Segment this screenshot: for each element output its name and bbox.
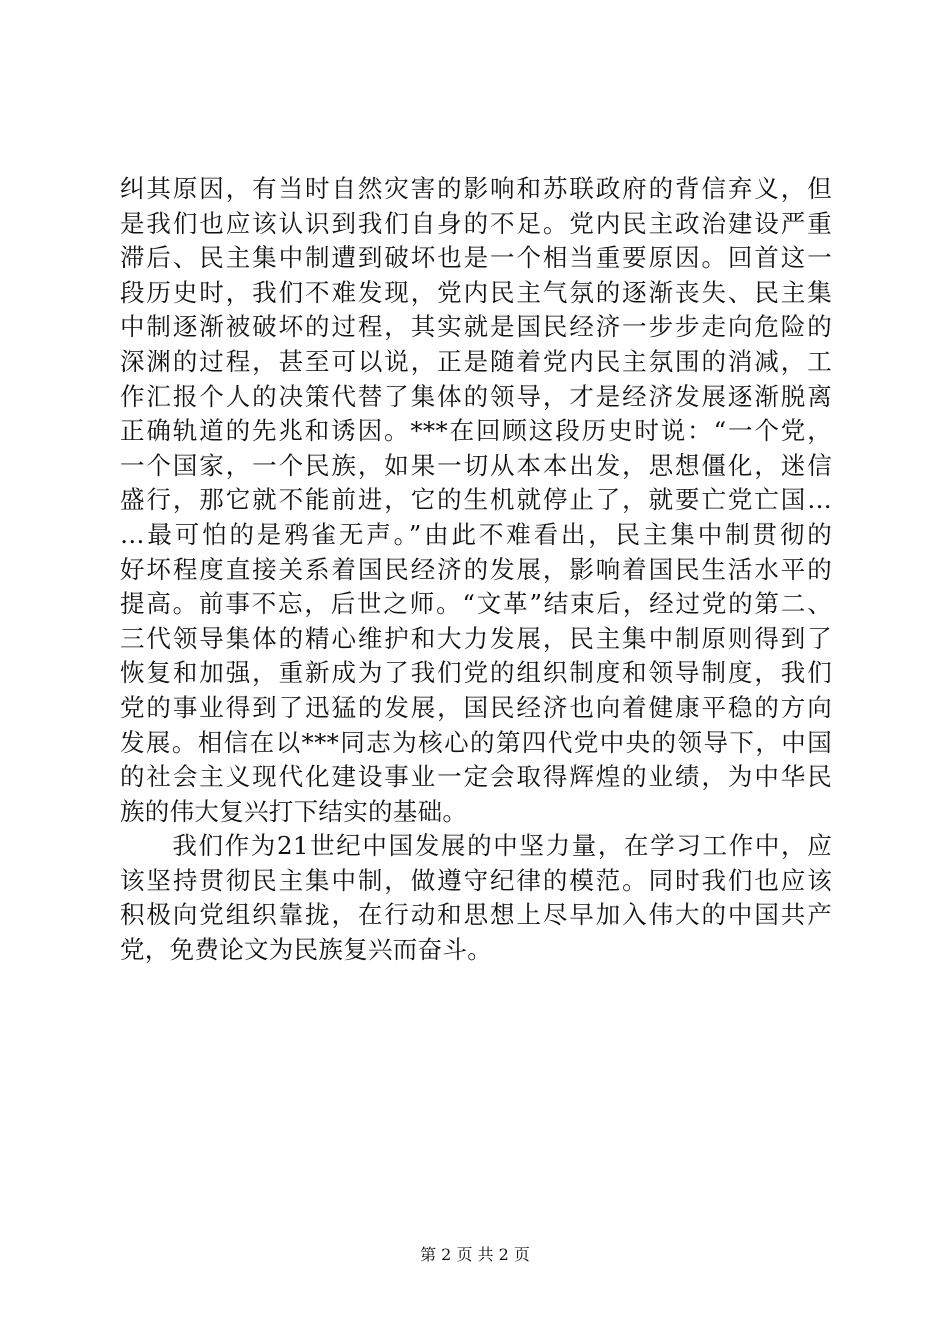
text-line: 好坏程度直接关系着国民经济的发展，影响着国民生活水平的 xyxy=(120,554,832,584)
text-line: 是我们也应该认识到我们自身的不足。党内民主政治建设严重 xyxy=(120,208,832,238)
body-text xyxy=(120,172,832,968)
text-line: 中制逐渐被破坏的过程，其实就是国民经济一步步走向危险的 xyxy=(120,312,832,342)
paragraph-end-line: 党，免费论文为民族复兴而奋斗。 xyxy=(120,935,492,965)
text-line: 正确轨道的先兆和诱因。***在回顾这段历史时说：“一个党， xyxy=(120,416,832,446)
text-line: 发展。相信在以***同志为核心的第四代党中央的领导下，中国 xyxy=(120,727,832,757)
text-line: 恢复和加强，重新成为了我们党的组织制度和领导制度，我们 xyxy=(120,658,832,688)
text-line: 段历史时，我们不难发现，党内民主气氛的逐渐丧失、民主集 xyxy=(120,277,832,307)
text-line: 该坚持贯彻民主集中制，做遵守纪律的模范。同时我们也应该 xyxy=(120,865,832,895)
text-line: 的社会主义现代化建设事业一定会取得辉煌的业绩，为中华民 xyxy=(120,762,832,792)
text-line: 积极向党组织靠拢，在行动和思想上尽早加入伟大的中国共产 xyxy=(120,900,832,930)
text-line: 党的事业得到了迅猛的发展，国民经济也向着健康平稳的方向 xyxy=(120,692,832,722)
text-line: 作汇报个人的决策代替了集体的领导，才是经济发展逐渐脱离 xyxy=(120,381,832,411)
text-line: 纠其原因，有当时自然灾害的影响和苏联政府的背信弃义，但 xyxy=(120,174,832,203)
paragraph-start-line: 我们作为21世纪中国发展的中坚力量，在学习工作中，应 xyxy=(120,831,832,861)
text-line: 一个国家，一个民族，如果一切从本本出发，思想僵化，迷信 xyxy=(120,450,832,480)
text-line: 三代领导集体的精心维护和大力发展，民主集中制原则得到了 xyxy=(120,623,832,653)
text-line: 盛行，那它就不能前进，它的生机就停止了，就要亡党亡国… xyxy=(120,485,832,515)
text-line: 提高。前事不忘，后世之师。“文革”结束后，经过党的第二、 xyxy=(120,589,832,619)
text-line: …最可怕的是鸦雀无声。”由此不难看出，民主集中制贯彻的 xyxy=(120,519,832,549)
text-line: 滞后、民主集中制遭到破坏也是一个相当重要原因。回首这一 xyxy=(120,243,832,273)
page-footer: 第 2 页 共 2 页 xyxy=(420,1245,530,1264)
paragraph-end-line: 族的伟大复兴打下结实的基础。 xyxy=(120,796,468,826)
text-line: 深渊的过程，甚至可以说，正是随着党内民主氛围的消减，工 xyxy=(120,346,832,376)
